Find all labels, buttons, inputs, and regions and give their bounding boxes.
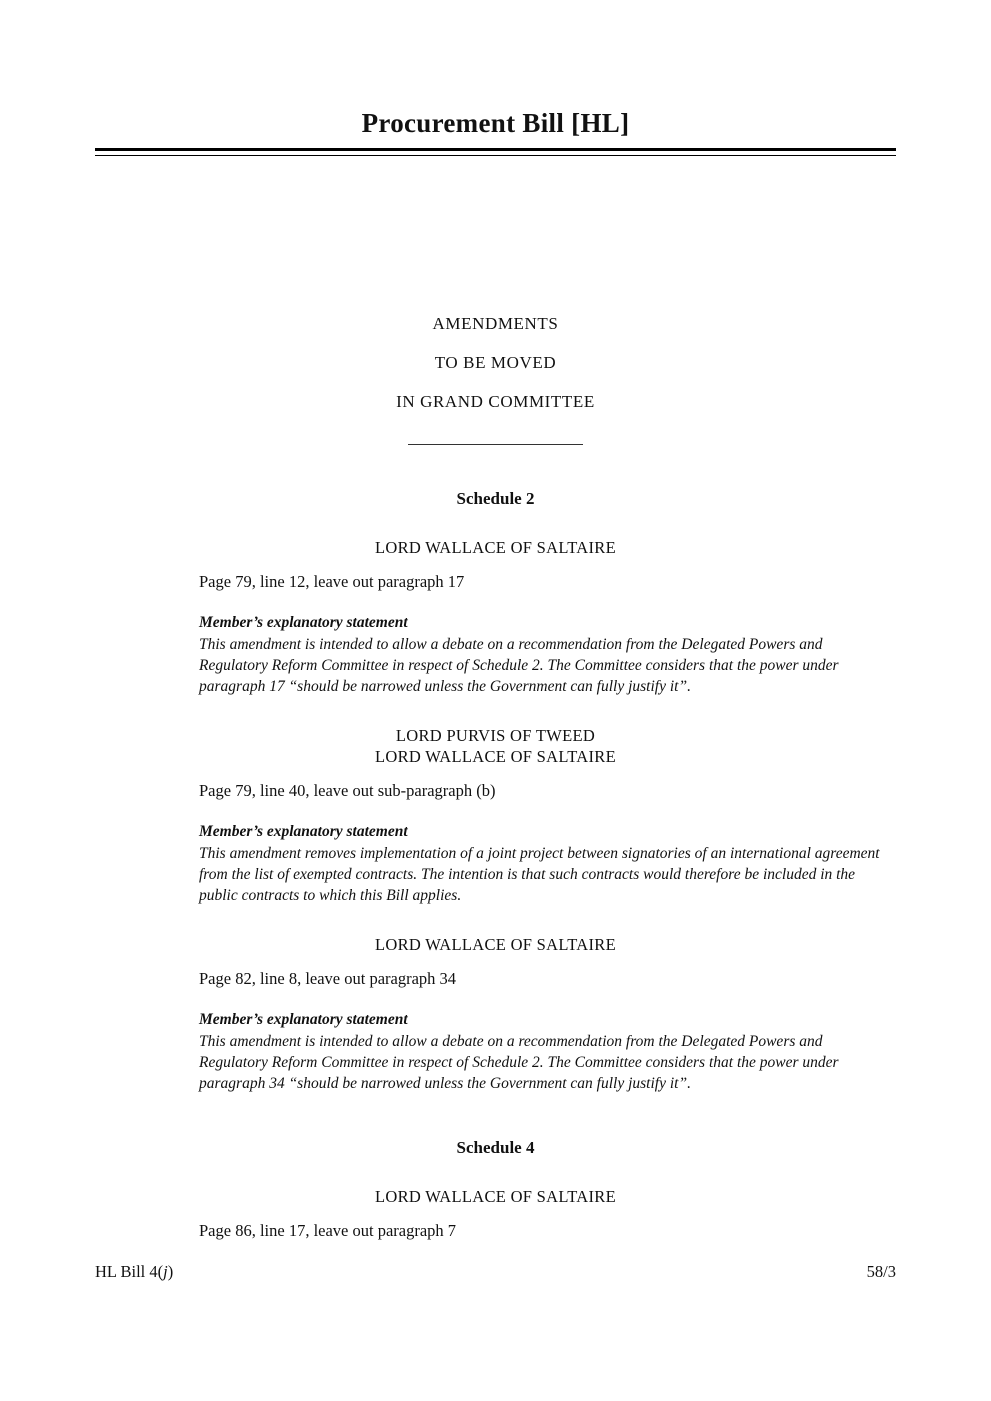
preamble-line-amendments: AMENDMENTS bbox=[432, 314, 559, 333]
bill-title: Procurement Bill [HL] bbox=[361, 108, 630, 138]
amendment-instruction: Page 79, line 40, leave out sub-paragraph (b) bbox=[199, 781, 496, 800]
explanatory-statement bbox=[199, 614, 896, 697]
sponsor-name: LORD WALLACE OF SALTAIRE bbox=[374, 935, 616, 954]
preamble-line-to-be-moved: TO BE MOVED bbox=[434, 353, 557, 372]
sponsor-name: LORD PURVIS OF TWEED bbox=[395, 726, 596, 745]
explanatory-statement bbox=[199, 823, 896, 906]
amendment-1 bbox=[95, 537, 896, 697]
sponsor-name: LORD WALLACE OF SALTAIRE bbox=[374, 538, 616, 557]
explanatory-statement-heading: Member’s explanatory statement bbox=[199, 614, 408, 631]
sponsor-name: LORD WALLACE OF SALTAIRE bbox=[374, 1187, 616, 1206]
explanatory-statement-text: This amendment is intended to allow a debate on a recommendation from the Delegated Powers and Regulatory Reform Committee in respect of Schedule 2. The Committee considers that the power under paragraph 17 “should be narrowed unless the Government can fully justify it”. bbox=[199, 636, 839, 695]
document-header bbox=[95, 108, 896, 156]
sheet-number: 58/3 bbox=[866, 1262, 896, 1281]
preamble bbox=[95, 314, 896, 445]
schedule-heading-2: Schedule 2 bbox=[456, 489, 535, 508]
amendment-instruction: Page 79, line 12, leave out paragraph 17 bbox=[199, 572, 465, 591]
amendment-instruction: Page 82, line 8, leave out paragraph 34 bbox=[199, 969, 457, 988]
explanatory-statement-heading: Member’s explanatory statement bbox=[199, 1011, 408, 1028]
sponsor-name: LORD WALLACE OF SALTAIRE bbox=[374, 747, 616, 766]
section-divider bbox=[408, 444, 583, 445]
amendment-3 bbox=[95, 934, 896, 1094]
preamble-line-in-grand-committee: IN GRAND COMMITTEE bbox=[396, 392, 595, 411]
explanatory-statement-heading: Member’s explanatory statement bbox=[199, 823, 408, 840]
page-footer bbox=[95, 1262, 896, 1282]
amendment-2 bbox=[95, 725, 896, 906]
explanatory-statement bbox=[199, 1011, 896, 1094]
explanatory-statement-text: This amendment removes implementation of a joint project between signatories of an international agreement from the list of exempted contracts. The intention is that such contracts would therefore be included in the public contracts to which this Bill applies. bbox=[199, 845, 880, 904]
schedule-heading-4: Schedule 4 bbox=[456, 1138, 535, 1157]
amendment-instruction: Page 86, line 17, leave out paragraph 7 bbox=[199, 1221, 457, 1240]
title-rule bbox=[95, 148, 896, 156]
amendment-4 bbox=[95, 1186, 896, 1241]
bill-reference bbox=[95, 1262, 173, 1282]
explanatory-statement-text: This amendment is intended to allow a debate on a recommendation from the Delegated Powers and Regulatory Reform Committee in respect of Schedule 2. The Committee considers that the power under paragraph 34 “should be narrowed unless the Government can fully justify it”. bbox=[199, 1033, 839, 1092]
bill-reference-prefix: HL Bill 4( bbox=[95, 1262, 164, 1281]
bill-reference-suffix: ) bbox=[167, 1262, 174, 1281]
bill-reference-italic: j bbox=[163, 1262, 168, 1281]
